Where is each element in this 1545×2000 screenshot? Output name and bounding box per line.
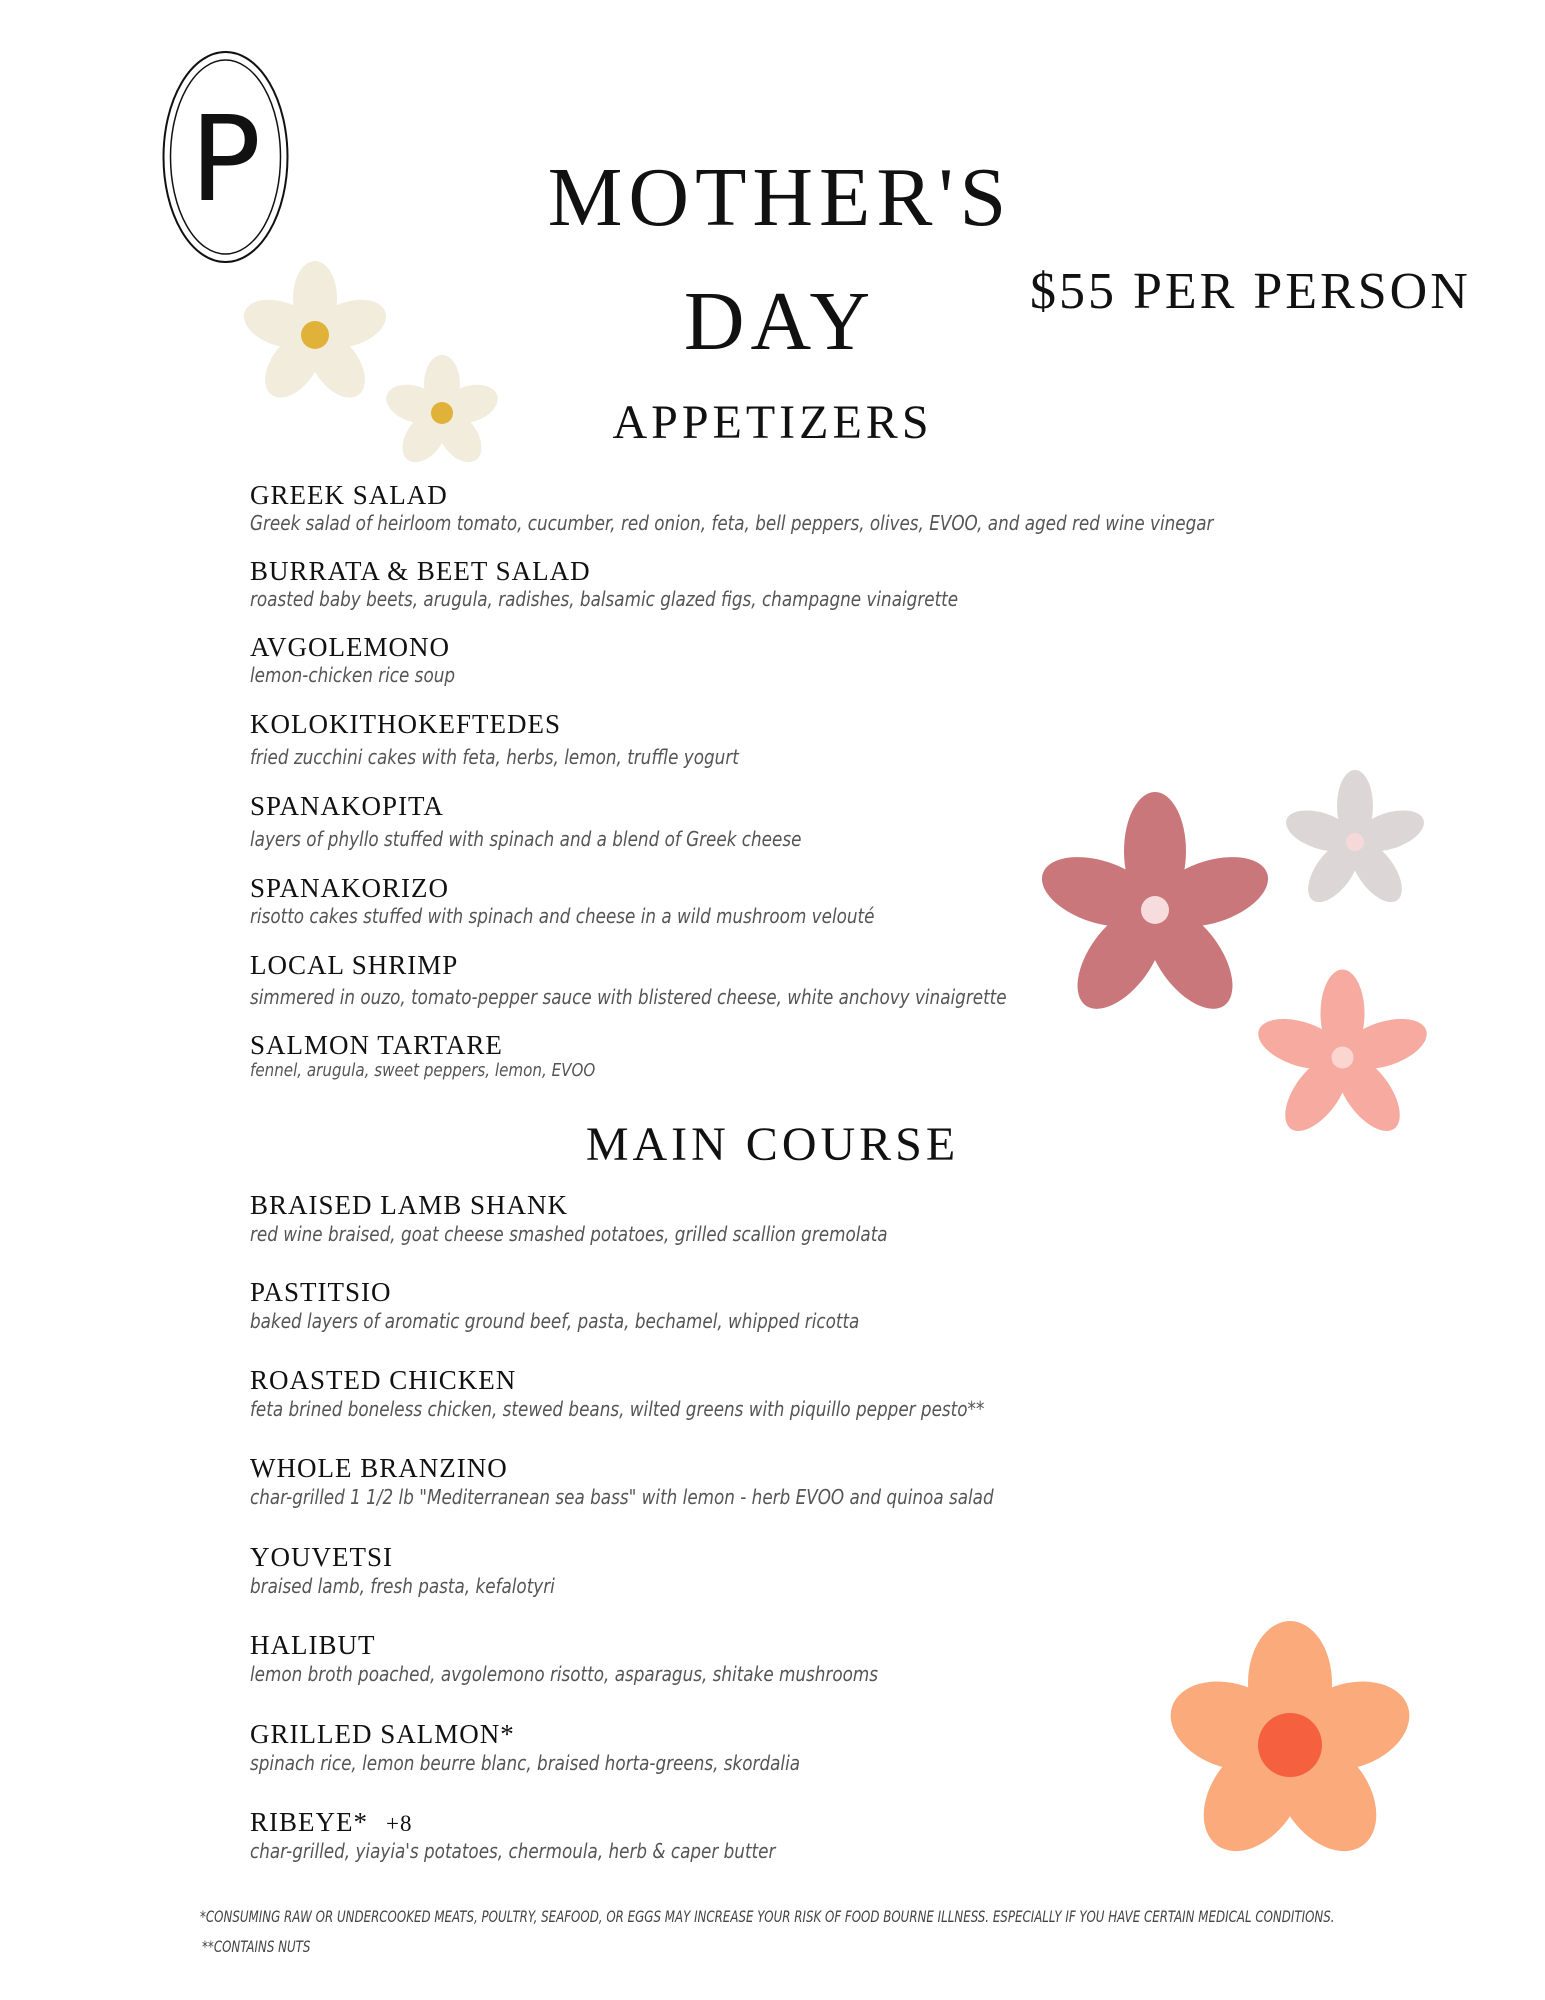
appetizers-heading: APPETIZERS: [612, 396, 933, 449]
flower-center: [1332, 1047, 1354, 1069]
menu-item-name: SALMON TARTARE: [250, 1030, 503, 1060]
upcharge: +8: [386, 1811, 413, 1836]
menu-item-name: HALIBUT: [250, 1630, 376, 1660]
menu-item-desc: spinach rice, lemon beurre blanc, braised horta-greens, skordalia: [250, 1751, 801, 1775]
menu-item-name: GREEK SALAD: [250, 480, 448, 510]
menu-item-desc: layers of phyllo stuffed with spinach and a blend of Greek cheese: [250, 827, 802, 851]
menu-item-desc: simmered in ouzo, tomato-pepper sauce with blistered cheese, white anchovy vinaigrette: [250, 985, 1007, 1009]
menu-item-desc: red wine braised, goat cheese smashed potatoes, grilled scallion gremolata: [250, 1222, 888, 1246]
title-line-1: MOTHER'S: [547, 151, 1013, 244]
menu-item-desc: baked layers of aromatic ground beef, pasta, bechamel, whipped ricotta: [250, 1309, 860, 1333]
menu-item-name: RIBEYE*: [250, 1807, 368, 1837]
price-per-person: $55 PER PERSON: [1030, 263, 1471, 320]
menu-item-name: KOLOKITHOKEFTEDES: [250, 709, 561, 739]
flower-center: [1346, 833, 1364, 851]
menu-item-name: BURRATA & BEET SALAD: [250, 556, 591, 586]
menu-item-name: ROASTED CHICKEN: [250, 1365, 517, 1395]
flower-center: [301, 321, 329, 349]
rose-flower-icon: [1030, 795, 1280, 1025]
menu-item-name: GRILLED SALMON*: [250, 1719, 515, 1749]
flower-center: [1141, 896, 1169, 924]
salmon-flower-icon: [1250, 970, 1435, 1145]
menu-item-desc: Greek salad of heirloom tomato, cucumber, red onion, feta, bell peppers, olives, EVOO, and aged red wine vinegar: [250, 511, 1214, 535]
page-title: [500, 150, 1060, 370]
menu-item-name: YOUVETSI: [250, 1542, 393, 1572]
menu-item-desc: lemon-chicken rice soup: [250, 663, 456, 687]
menu-item-name: SPANAKORIZO: [250, 873, 450, 903]
flower-center: [431, 402, 453, 424]
menu-item-desc: fennel, arugula, sweet peppers, lemon, EVOO: [250, 1060, 596, 1081]
menu-item-desc: braised lamb, fresh pasta, kefalotyri: [250, 1574, 555, 1598]
menu-item-desc: risotto cakes stuffed with spinach and cheese in a wild mushroom velouté: [250, 904, 875, 928]
menu-item-name: WHOLE BRANZINO: [250, 1453, 508, 1483]
menu-item-desc: feta brined boneless chicken, stewed beans, wilted greens with piquillo pepper pesto**: [250, 1397, 985, 1421]
menu-item-desc: fried zucchini cakes with feta, herbs, lemon, truffle yogurt: [250, 745, 739, 769]
menu-item-desc: roasted baby beets, arugula, radishes, balsamic glazed figs, champagne vinaigrette: [250, 587, 959, 611]
small-daisy-flower-icon: [382, 358, 502, 468]
menu-item-desc: char-grilled 1 1/2 lb "Mediterranean sea bass" with lemon - herb EVOO and quinoa salad: [250, 1485, 994, 1509]
menu-item-name: AVGOLEMONO: [250, 632, 451, 662]
title-line-2: DAY: [683, 275, 877, 368]
main-course-heading: MAIN COURSE: [585, 1118, 960, 1171]
gray-flower-icon: [1280, 772, 1430, 912]
menu-item-desc: lemon broth poached, avgolemono risotto, asparagus, shitake mushrooms: [250, 1662, 879, 1686]
menu-item-name: LOCAL SHRIMP: [250, 950, 459, 980]
menu-item-name: PASTITSIO: [250, 1277, 392, 1307]
menu-item-name: SPANAKOPITA: [250, 791, 444, 821]
raw-food-disclaimer: *CONSUMING RAW OR UNDERCOOKED MEATS, POULTRY, SEAFOOD, OR EGGS MAY INCREASE YOUR RISK OF FOOD BOURNE ILLNESS. ESPECIALLY IF YOU HAVE CERTAIN MEDICAL CONDITIONS.: [200, 1907, 1335, 1926]
menu-item-desc: char-grilled, yiayia's potatoes, chermoula, herb & caper butter: [250, 1839, 776, 1863]
peach-flower-icon: [1165, 1625, 1415, 1865]
restaurant-logo: [162, 50, 289, 264]
nuts-disclaimer: **CONTAINS NUTS: [202, 1937, 311, 1956]
logo-letter: P: [189, 90, 262, 228]
flower-center: [1258, 1713, 1322, 1777]
menu-item-name: BRAISED LAMB SHANK: [250, 1190, 569, 1220]
menu-item-ribeye: [250, 1807, 412, 1838]
daisy-flower-icon: [240, 260, 390, 410]
